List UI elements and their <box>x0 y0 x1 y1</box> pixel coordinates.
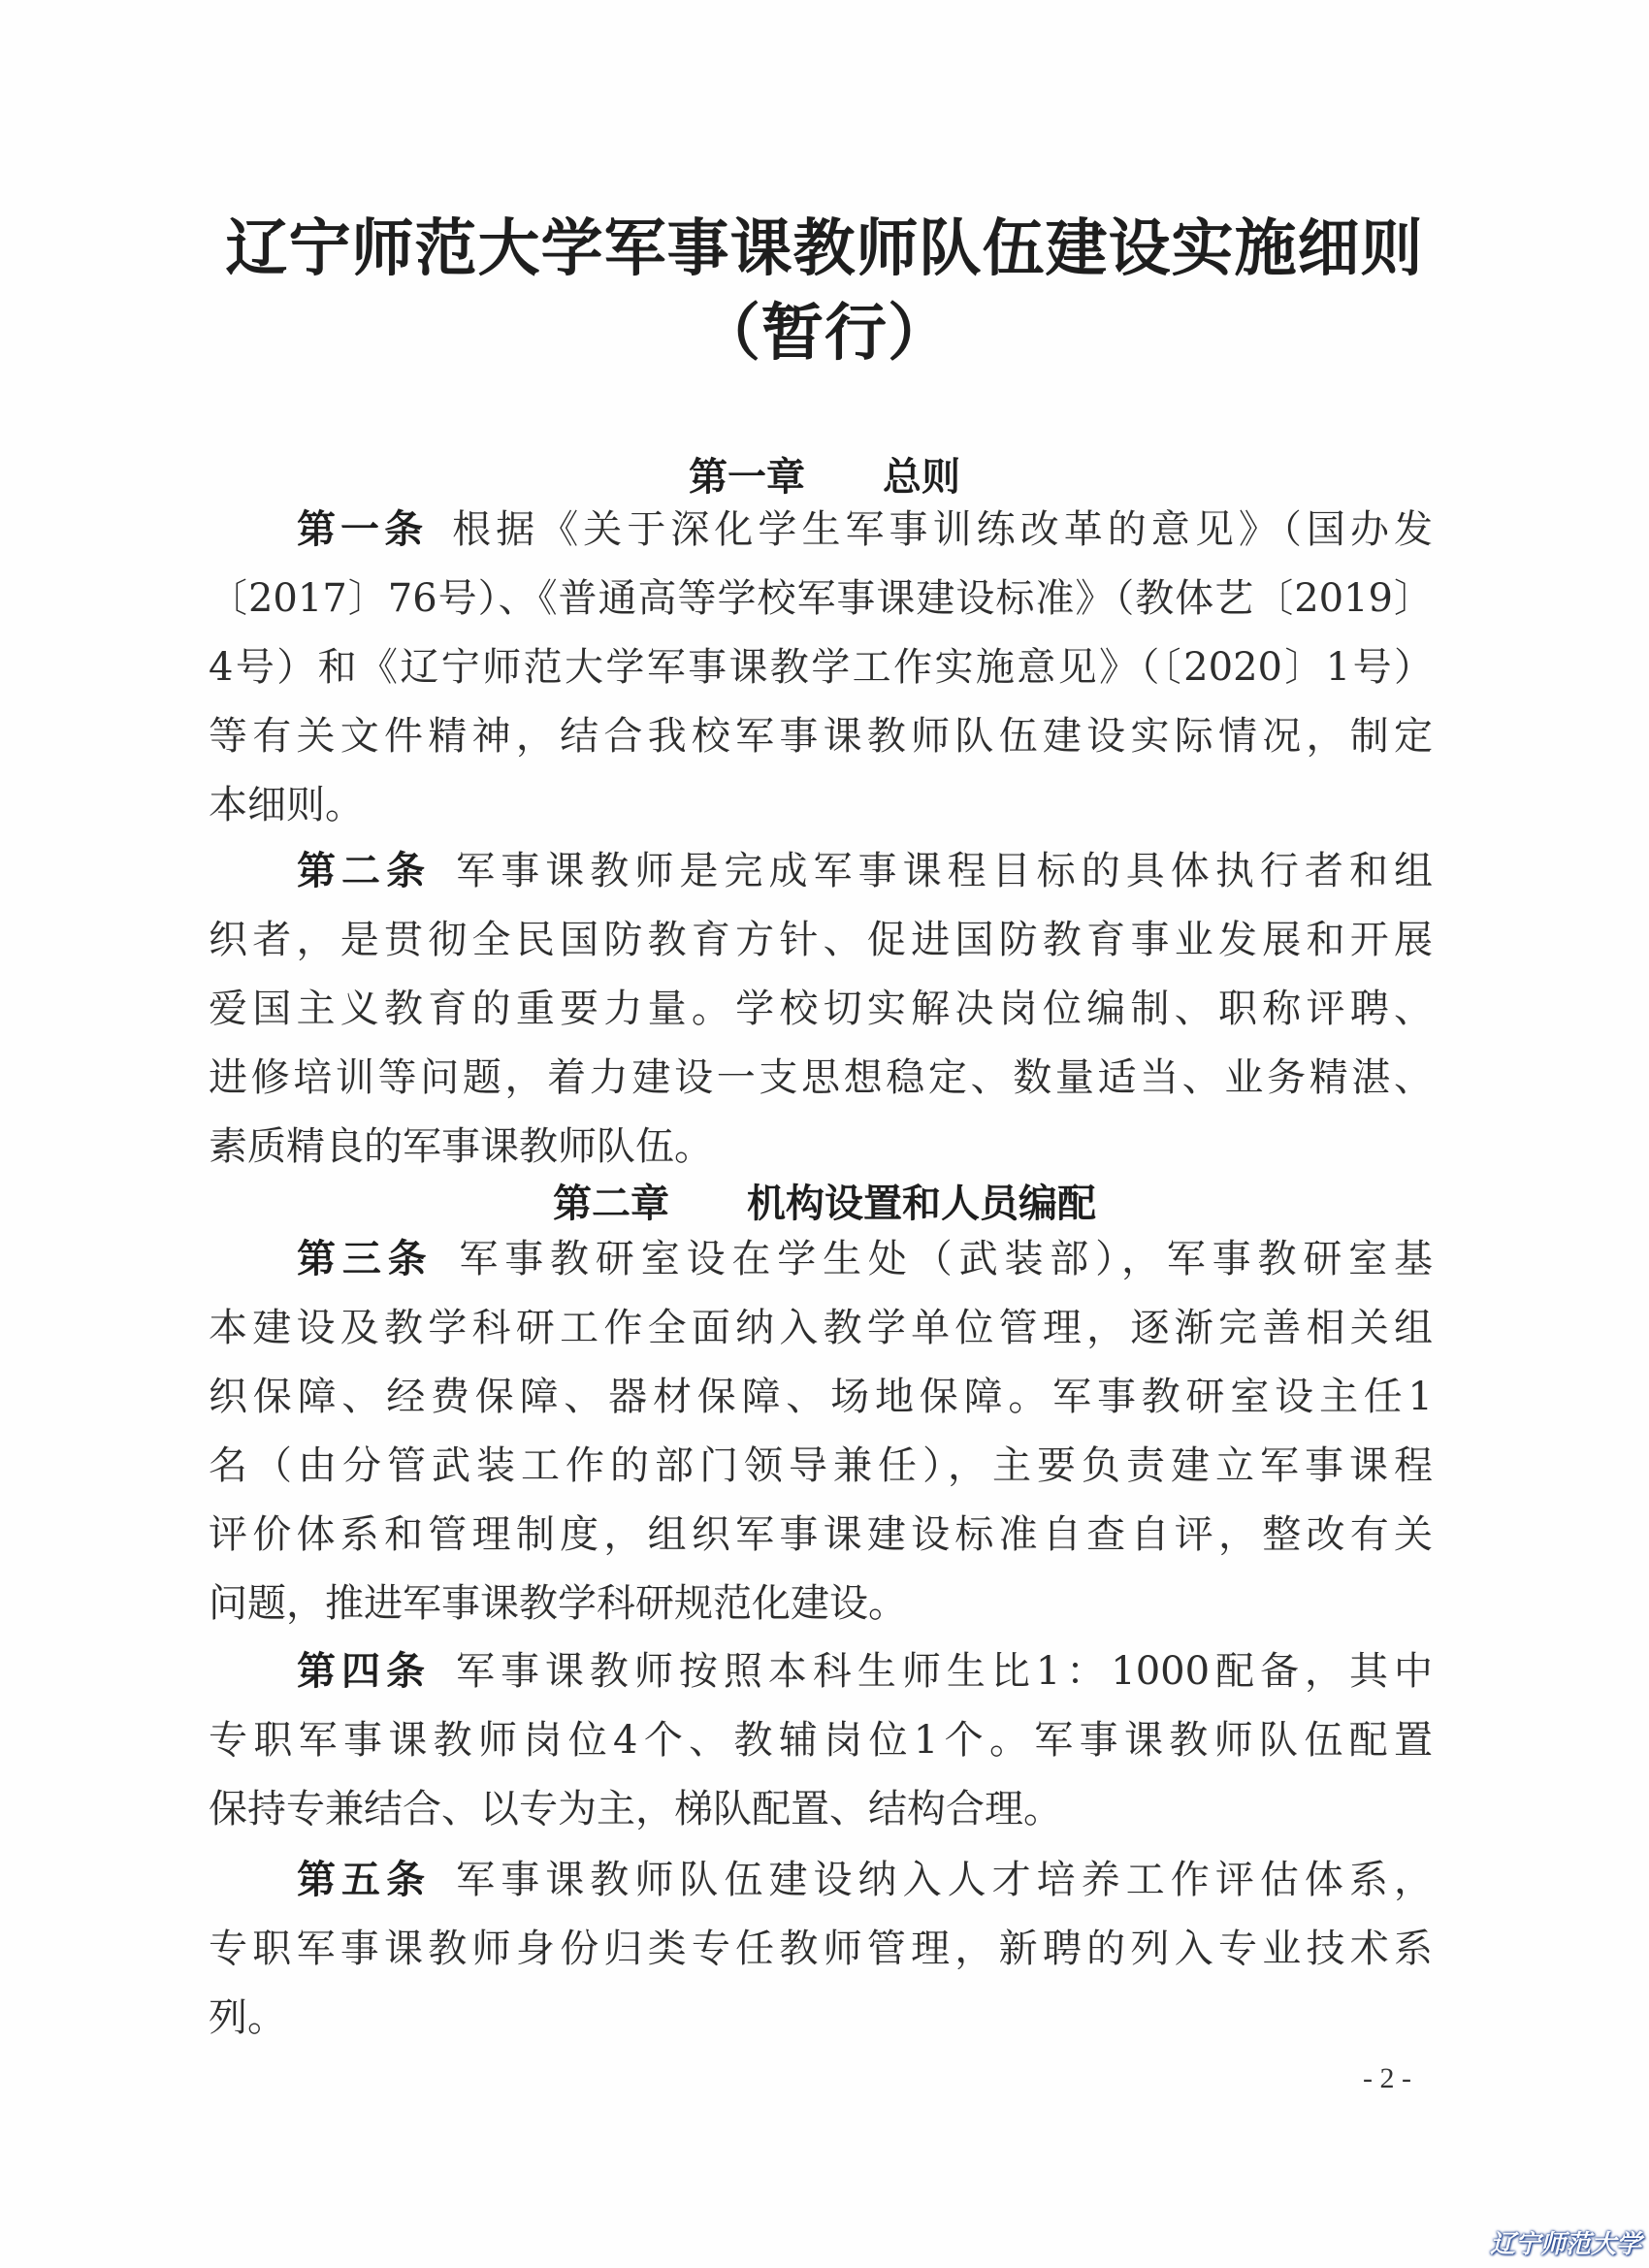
article-2-line-5: 素质精良的军事课教师队伍。 <box>209 1124 713 1169</box>
article-4-line-3: 保持专兼结合、以专为主，梯队配置、结构合理。 <box>209 1787 1062 1831</box>
article-1-line-1: 第一条 根据《关于深化学生军事训练改革的意见》（国办发 <box>297 507 1434 552</box>
article-2-line-3: 爱国主义教育的重要力量。学校切实解决岗位编制、职称评聘、 <box>209 987 1433 1031</box>
article-4-line-2: 专职军事课教师岗位4个、教辅岗位1个。军事课教师队伍配置 <box>209 1718 1433 1763</box>
article-3-line-1: 第三条 军事教研室设在学生处（武装部），军事教研室基 <box>297 1237 1434 1281</box>
article-1-line-5: 本细则。 <box>209 783 364 827</box>
document-subtitle: （暂行） <box>698 298 951 370</box>
article-5-line-3: 列。 <box>209 1995 286 2040</box>
article-2-lead: 第二条 <box>297 849 432 893</box>
article-5-lead: 第五条 <box>297 1858 432 1902</box>
article-3-line-6: 问题，推进军事课教学科研规范化建设。 <box>209 1581 907 1626</box>
article-1-lead: 第一条 <box>297 507 429 552</box>
article-4-lead: 第四条 <box>297 1649 431 1694</box>
chapter-heading-2: 第二章 机构设置和人员编配 <box>553 1182 1096 1226</box>
article-3-line-5: 评价体系和管理制度，组织军事课建设标准自查自评，整改有关 <box>209 1512 1433 1557</box>
article-3-lead: 第三条 <box>297 1237 434 1281</box>
article-2-line-2: 织者，是贯彻全民国防教育方针、促进国防教育事业发展和开展 <box>209 918 1433 962</box>
article-1-line-3: 4号）和《辽宁师范大学军事课教学工作实施意见》（〔2020〕1号） <box>209 645 1433 690</box>
watermark-logo: 辽宁师范大学 <box>1489 2230 1641 2259</box>
article-1-line-2: 〔2017〕76号）、《普通高等学校军事课建设标准》（教体艺〔2019〕 <box>209 576 1433 621</box>
chapter-heading-1: 第一章 总则 <box>689 455 960 500</box>
article-2-line-4: 进修培训等问题，着力建设一支思想稳定、数量适当、业务精湛、 <box>209 1055 1433 1100</box>
article-3-line-2: 本建设及教学科研工作全面纳入教学单位管理，逐渐完善相关组 <box>209 1306 1433 1350</box>
article-5-line-2: 专职军事课教师身份归类专任教师管理，新聘的列入专业技术系 <box>209 1927 1433 1971</box>
article-3-line-3: 织保障、经费保障、器材保障、场地保障。军事教研室设主任1 <box>209 1375 1433 1419</box>
article-4-line-1: 第四条 军事课教师按照本科生师生比1：1000配备，其中 <box>297 1649 1433 1694</box>
document-title: 辽宁师范大学军事课教师队伍建设实施细则 <box>225 213 1424 285</box>
article-1-line-4: 等有关文件精神，结合我校军事课教师队伍建设实际情况，制定 <box>209 714 1433 759</box>
article-3-line-4: 名（由分管武装工作的部门领导兼任），主要负责建立军事课程 <box>209 1443 1433 1488</box>
article-2-line-1: 第二条 军事课教师是完成军事课程目标的具体执行者和组 <box>297 849 1434 893</box>
page-number: - 2 - <box>1363 2062 1411 2094</box>
article-5-line-1: 第五条 军事课教师队伍建设纳入人才培养工作评估体系， <box>297 1858 1434 1902</box>
